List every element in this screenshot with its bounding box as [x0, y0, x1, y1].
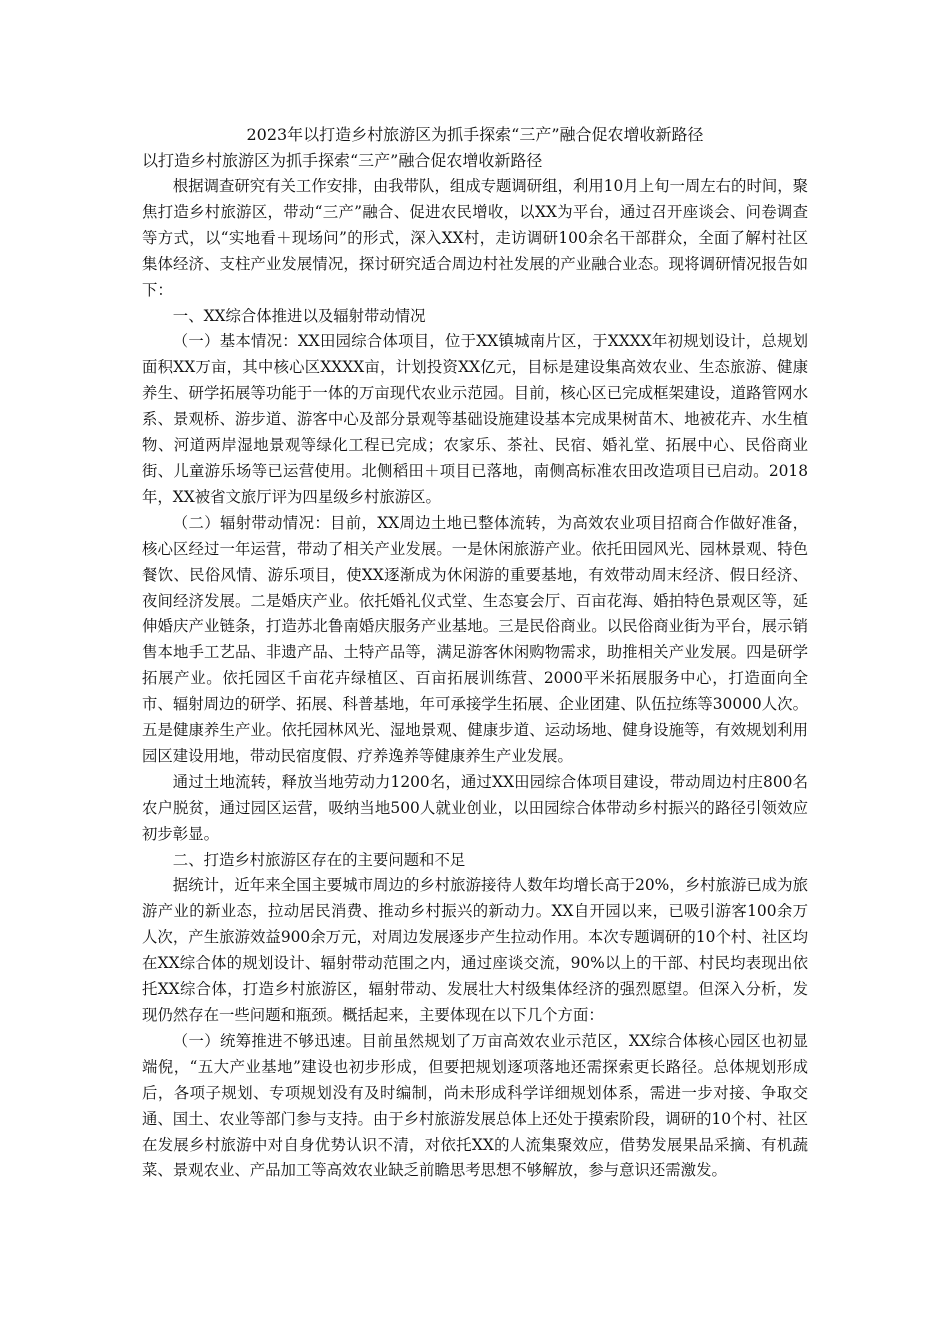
document-body — [142, 174, 808, 1184]
paragraph-basic-situation: （一）基本情况：XX田园综合体项目，位于XX镇城南片区，于XXXX年初规划设计，总规划面积XX万亩，其中核心区XXXX亩，计划投资XX亿元，目标是建设集高效农业、生态旅游、健康养生、研学拓展等功能于一体的万亩现代农业示范园。目前，核心区已完成框架建设，道路管网水系、景观桥、游步道、游客中心及部分景观等基础设施建设基本完成果树苗木、地被花卉、水生植物、河道两岸湿地景观等绿化工程已完成；农家乐、茶社、民宿、婚礼堂、拓展中心、民俗商业街、儿童游乐场等已运营使用。北侧稻田＋项目已落地，南侧高标准农田改造项目已启动。2018年，XX被省文旅厅评为四星级乡村旅游区。 — [142, 332, 808, 506]
paragraph-land-transfer: 通过土地流转，释放当地劳动力1200名，通过XX田园综合体项目建设，带动周边村庄800名农户脱贫，通过园区运营，吸纳当地500人就业创业，以田园综合体带动乡村振兴的路径引领效应初步彰显。 — [142, 772, 808, 843]
section-heading-1: 一、XX综合体推进以及辐射带动情况 — [172, 306, 426, 325]
paragraph-intro: 根据调查研究有关工作安排，由我带队，组成专题调研组，利用10月上旬一周左右的时间，聚焦打造乡村旅游区，带动“三产”融合、促进农民增收，以XX为平台，通过召开座谈会、问卷调查等方式，以“实地看＋现场问”的形式，深入XX村，走访调研100余名干部群众，全面了解村社区集体经济、支柱产业发展情况，探讨研究适合周边村社发展的产业融合业态。现将调研情况报告如下： — [142, 177, 809, 299]
paragraph-radiation: （二）辐射带动情况：目前，XX周边土地已整体流转，为高效农业项目招商合作做好准备，核心区经过一年运营，带动了相关产业发展。一是休闲旅游产业。依托田园风光、园林景观、特色餐饮、民俗风情、游乐项目，使XX逐渐成为休闲游的重要基地，有效带动周末经济、假日经济、夜间经济发展。二是婚庆产业。依托婚礼仪式堂、生态宴会厅、百亩花海、婚拍特色景观区等，延伸婚庆产业链条，打造苏北鲁南婚庆服务产业基地。三是民俗商业。以民俗商业街为平台，展示销售本地手工艺品、非遗产品、土特产品等，满足游客休闲购物需求，助推相关产业发展。四是研学拓展产业。依托园区千亩花卉绿植区、百亩拓展训练营、2000平米拓展服务中心，打造面向全市、辐射周边的研学、拓展、科普基地，年可承接学生拓展、企业团建、队伍拉练等30000人次。五是健康养生产业。依托园林风光、湿地景观、健康步道、运动场地、健身设施等，有效规划利用园区建设用地，带动民宿度假、疗养逸养等健康养生产业发展。 — [142, 513, 808, 765]
section-heading-2: 二、打造乡村旅游区存在的主要问题和不足 — [172, 850, 466, 869]
document-title: 2023年以打造乡村旅游区为抓手探索“三产”融合促农增收新路径 — [246, 125, 704, 144]
paragraph-coordination: （一）统筹推进不够迅速。目前虽然规划了万亩高效农业示范区，XX综合体核心园区也初显端倪，“五大产业基地”建设也初步形成，但要把规划逐项落地还需探索更长路径。总体规划形成后，各项子规划、专项规划没有及时编制，尚未形成科学详细规划体系，需进一步对接、争取交通、国土、农业等部门参与支持。由于乡村旅游发展总体上还处于摸索阶段，调研的10个村、社区在发展乡村旅游中对自身优势认识不清，对依托XX的人流集聚效应，借势发展果品采摘、有机蔬菜、景观农业、产品加工等高效农业缺乏前瞻思考思想不够解放，参与意识还需激发。 — [142, 1031, 808, 1180]
document-subtitle: 以打造乡村旅游区为抓手探索“三产”融合促农增收新路径 — [142, 151, 543, 170]
paragraph-statistics: 据统计，近年来全国主要城市周边的乡村旅游接待人数年均增长高于20%，乡村旅游已成为旅游产业的新业态，拉动居民消费、推动乡村振兴的新动力。XX自开园以来，已吸引游客100余万人次，产生旅游效益900余万元，对周边发展逐步产生拉动作用。本次专题调研的10个村、社区均在XX综合体的规划设计、辐射带动范围之内，通过座谈交流，90%以上的干部、村民均表现出依托XX综合体，打造乡村旅游区，辐射带动、发展壮大村级集体经济的强烈愿望。但深入分析，发现仍然存在一些问题和瓶颈。概括起来，主要体现在以下几个方面： — [142, 876, 808, 1024]
